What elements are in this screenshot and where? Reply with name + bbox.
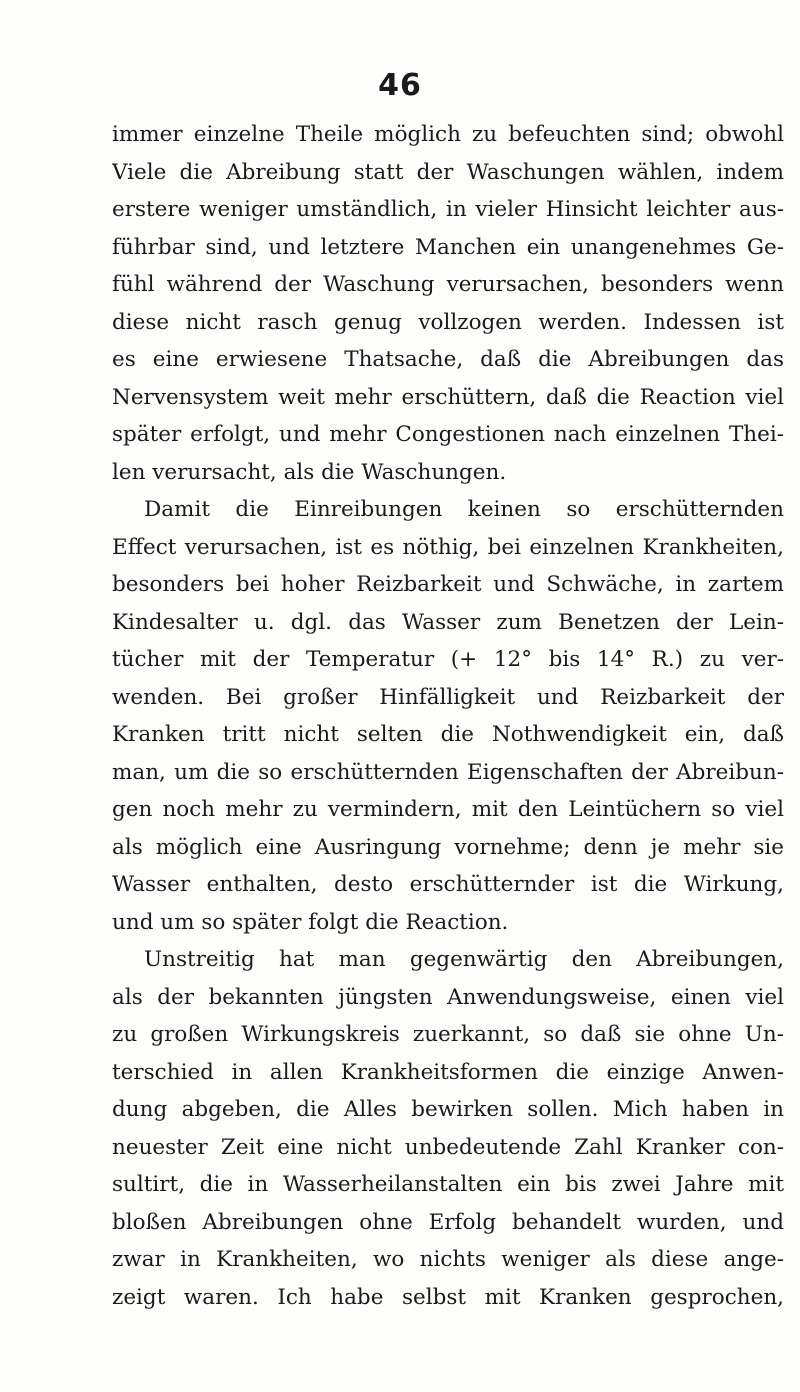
text-line: diese nicht rasch genug vollzogen werden. Indessen ist [112,309,784,335]
text-line: Kindesalter u. dgl. das Wasser zum Benetzen der Lein- [112,609,784,635]
text-line: zu großen Wirkungskreis zuerkannt, so daß sie ohne Un- [112,1022,784,1047]
text-line: bloßen Abreibungen ohne Erfolg behandelt wurden, und [112,1209,784,1235]
text-line: besonders bei hoher Reizbarkeit und Schwäche, in zartem [112,572,784,597]
text-line: als möglich eine Ausringung vornehme; denn je mehr sie [112,834,784,860]
text-line: dung abgeben, die Alles bewirken sollen. Mich haben in [112,1097,784,1122]
text-line: sultirt, die in Wasserheilanstalten ein bis zwei Jahre mit [112,1172,784,1197]
text-line: führbar sind, und letztere Manchen ein unangenehmes Ge- [112,234,784,260]
text-line: als der bekannten jüngsten Anwendungsweise, einen viel [112,984,784,1010]
text-line: später erfolgt, und mehr Congestionen nach einzelnen Thei- [112,422,784,447]
paragraph-start-line: Unstreitig hat man gegenwärtig den Abreibungen, [144,947,784,972]
text-line: man, um die so erschütternden Eigenschaften der Abreibun- [112,759,784,785]
text-line: Wasser enthalten, desto erschütternder ist die Wirkung, [112,872,784,897]
text-line: fühl während der Waschung verursachen, besonders wenn [112,272,784,297]
paragraph-start-line: Damit die Einreibungen keinen so erschütternden [144,497,784,522]
text-line: tücher mit der Temperatur (+ 12° bis 14° R.) zu ver- [112,647,784,672]
text-line: Nervensystem weit mehr erschüttern, daß die Reaction viel [112,384,784,410]
text-line: Kranken tritt nicht selten die Nothwendigkeit ein, daß [112,722,784,747]
text-line: terschied in allen Krankheitsformen die einzige Anwen- [112,1059,784,1085]
paragraph-end-line: len verursacht, als die Waschungen. [112,459,507,485]
text-line: immer einzelne Theile möglich zu befeuchten sind; obwohl [112,122,784,147]
body-text [112,116,784,1316]
page-number: 46 [378,68,422,103]
text-line: neuester Zeit eine nicht unbedeutende Zahl Kranker con- [112,1134,784,1160]
text-line: Viele die Abreibung statt der Waschungen wählen, indem [112,159,784,185]
text-line: es eine erwiesene Thatsache, daß die Abreibungen das [112,347,784,372]
text-line: wenden. Bei großer Hinfälligkeit und Reizbarkeit der [112,684,784,710]
text-line: erstere weniger umständlich, in vieler Hinsicht leichter aus- [112,197,784,222]
text-line: Effect verursachen, ist es nöthig, bei einzelnen Krankheiten, [112,534,784,560]
text-line: zeigt waren. Ich habe selbst mit Kranken gesprochen, [112,1284,784,1310]
text-line: gen noch mehr zu vermindern, mit den Leintüchern so viel [112,797,784,822]
text-line: zwar in Krankheiten, wo nichts weniger als diese ange- [112,1247,784,1272]
paragraph-end-line: und um so später folgt die Reaction. [112,909,509,935]
